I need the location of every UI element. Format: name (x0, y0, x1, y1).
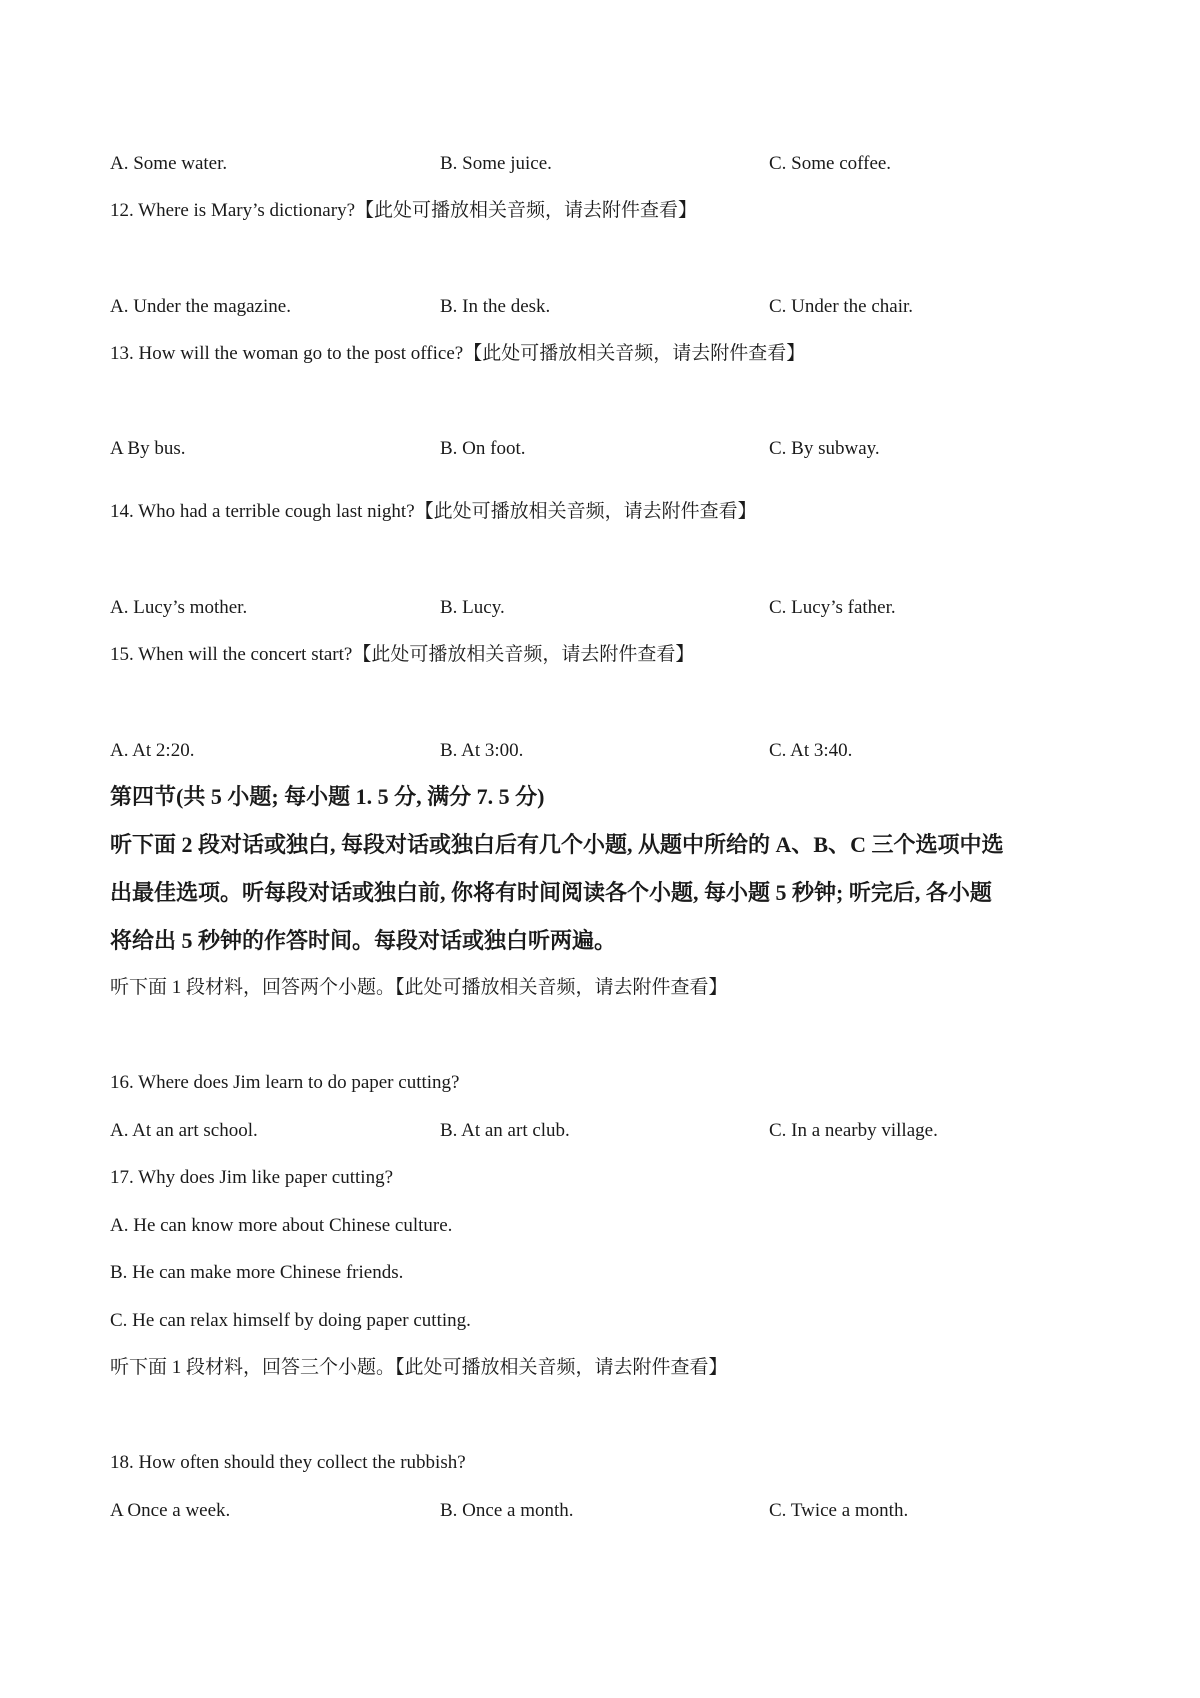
q14-option-b: B. Lucy. (440, 597, 505, 618)
question-16: 16. Where does Jim learn to do paper cutting? (110, 1072, 460, 1093)
q12-option-a: A. Under the magazine. (110, 296, 291, 317)
q11-option-a: A. Some water. (110, 153, 228, 174)
q17-option-c: C. He can relax himself by doing paper cutting. (110, 1310, 471, 1331)
q18-option-a: A Once a week. (110, 1500, 231, 1521)
q12-option-c: C. Under the chair. (769, 296, 914, 317)
question-14: 14. Who had a terrible cough last night?【此处可播放相关音频，请去附件查看】 (110, 501, 757, 522)
q11-option-c: C. Some coffee. (769, 153, 892, 174)
q13-option-b: B. On foot. (440, 438, 526, 459)
q13-option-c: C. By subway. (769, 438, 880, 459)
material-1-note: 听下面 1 段材料，回答两个小题。【此处可播放相关音频，请去附件查看】 (110, 977, 728, 998)
question-18: 18. How often should they collect the rubbish? (110, 1452, 466, 1473)
q15-option-b: B. At 3:00. (440, 740, 524, 761)
q12-option-b: B. In the desk. (440, 296, 551, 317)
instructions-line-2: 出最佳选项。听每段对话或独白前, 你将有时间阅读各个小题, 每小题 5 秒钟; 听完后, 各小题 (110, 880, 992, 905)
q15-option-c: C. At 3:40. (769, 740, 853, 761)
q16-option-b: B. At an art club. (440, 1120, 570, 1141)
q15-option-a: A. At 2:20. (110, 740, 195, 761)
q11-option-b: B. Some juice. (440, 153, 552, 174)
section-title: 第四节(共 5 小题; 每小题 1. 5 分, 满分 7. 5 分) (110, 784, 545, 809)
instructions-line-3: 将给出 5 秒钟的作答时间。每段对话或独白听两遍。 (110, 928, 617, 953)
q16-option-c: C. In a nearby village. (769, 1120, 938, 1141)
question-13: 13. How will the woman go to the post office?【此处可播放相关音频，请去附件查看】 (110, 343, 806, 364)
question-12: 12. Where is Mary’s dictionary?【此处可播放相关音频，请去附件查看】 (110, 200, 697, 221)
instructions-line-1: 听下面 2 段对话或独白, 每段对话或独白后有几个小题, 从题中所给的 A、B、C 三个选项中选 (110, 832, 1004, 857)
question-15: 15. When will the concert start?【此处可播放相关音频，请去附件查看】 (110, 644, 695, 665)
q13-option-a: A By bus. (110, 438, 186, 459)
q14-option-c: C. Lucy’s father. (769, 597, 896, 618)
question-17: 17. Why does Jim like paper cutting? (110, 1167, 394, 1188)
material-2-note: 听下面 1 段材料，回答三个小题。【此处可播放相关音频，请去附件查看】 (110, 1357, 728, 1378)
q18-option-b: B. Once a month. (440, 1500, 574, 1521)
q17-option-b: B. He can make more Chinese friends. (110, 1262, 404, 1283)
q18-option-c: C. Twice a month. (769, 1500, 909, 1521)
q17-option-a: A. He can know more about Chinese culture. (110, 1215, 453, 1236)
q14-option-a: A. Lucy’s mother. (110, 597, 248, 618)
q16-option-a: A. At an art school. (110, 1120, 258, 1141)
